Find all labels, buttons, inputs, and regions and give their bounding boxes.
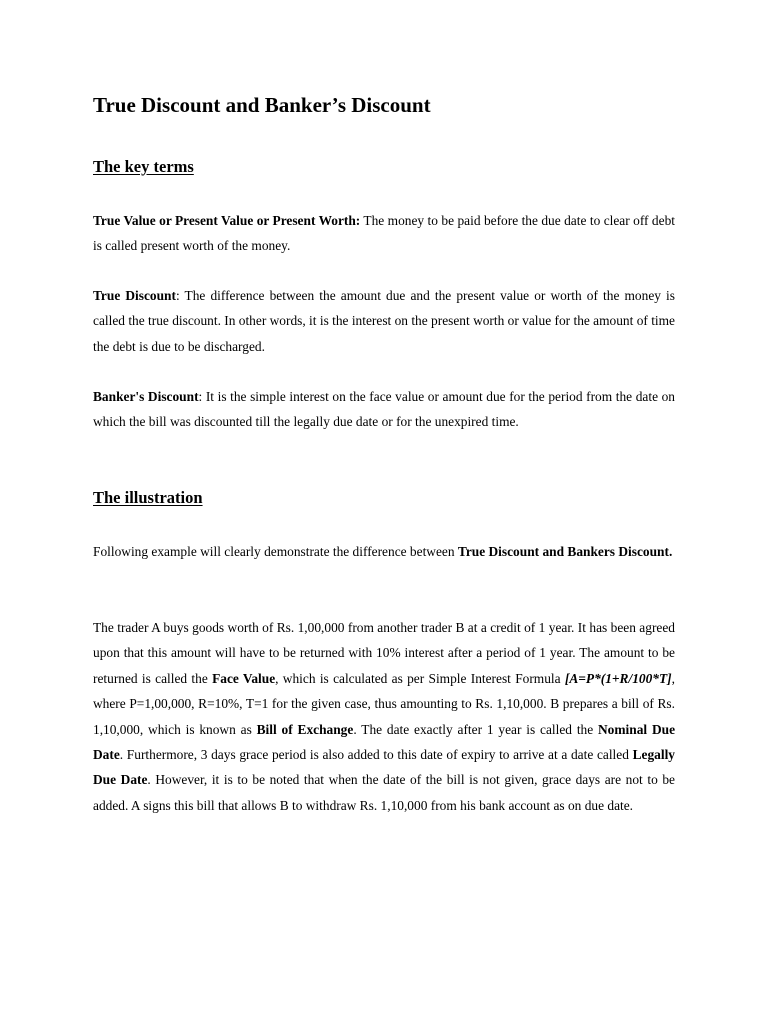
simple-interest-formula: [A=P*(1+R/100*T] bbox=[564, 670, 672, 686]
intro-text: Following example will clearly demonstrate the difference between bbox=[93, 544, 458, 559]
term-legally-due-date: Legally Due Date bbox=[93, 747, 675, 788]
term-face-value: Face Value bbox=[212, 670, 276, 686]
definition-present-worth bbox=[93, 208, 675, 259]
term-bill-of-exchange: Bill of Exchange bbox=[256, 721, 354, 737]
term-nominal-due-date: Nominal Due Date bbox=[93, 721, 676, 763]
section-heading-key-terms: The key terms bbox=[93, 157, 194, 176]
illustration-example bbox=[93, 615, 675, 818]
definition-true-discount bbox=[93, 283, 675, 359]
illustration-intro bbox=[93, 539, 675, 564]
definition-text: : It is the simple interest on the face value or amount due for the period from the date on which the bill was discounted till the legally due date or for the unexpired time. bbox=[93, 389, 675, 430]
term-true-discount: True Discount bbox=[93, 288, 176, 303]
definition-text: The money to be paid before the due date to clear off debt is called present worth of the money. bbox=[93, 213, 675, 254]
definition-text: : The difference between the amount due and the present value or worth of the money is called the true discount. In other words, it is the interest on the present worth or value for the amount of time the debt is due to be discharged. bbox=[93, 288, 675, 354]
example-text: , which is calculated as per Simple Interest Formula bbox=[275, 670, 565, 686]
definition-bankers-discount bbox=[93, 384, 675, 435]
term-bankers-discount: Banker's Discount bbox=[93, 389, 199, 404]
example-text: . However, it is to be noted that when the date of the bill is not given, grace days are not to be added. A signs this bill that allows B to withdraw Rs. 1,10,000 from his bank account as on due date. bbox=[93, 772, 675, 813]
document-title: True Discount and Banker’s Discount bbox=[93, 93, 431, 117]
example-text: . The date exactly after 1 year is called the bbox=[353, 721, 599, 737]
example-text: , where P=1,00,000, R=10%, T=1 for the given case, thus amounting to Rs. 1,10,000. B prepares a bill of Rs. 1,10,000, which is known as bbox=[93, 670, 675, 737]
example-text: . Furthermore, 3 days grace period is also added to this date of expiry to arrive at a date called bbox=[119, 747, 633, 763]
intro-bold-text: True Discount and Bankers Discount. bbox=[457, 544, 673, 559]
term-present-worth: True Value or Present Value or Present Worth: bbox=[93, 213, 361, 228]
example-text: The trader A buys goods worth of Rs. 1,00,000 from another trader B at a credit of 1 year. It has been agreed upon that this amount will have to be returned with 10% interest after a period of 1 year. The amount to be returned is called the bbox=[93, 620, 675, 686]
section-heading-illustration: The illustration bbox=[93, 488, 203, 507]
